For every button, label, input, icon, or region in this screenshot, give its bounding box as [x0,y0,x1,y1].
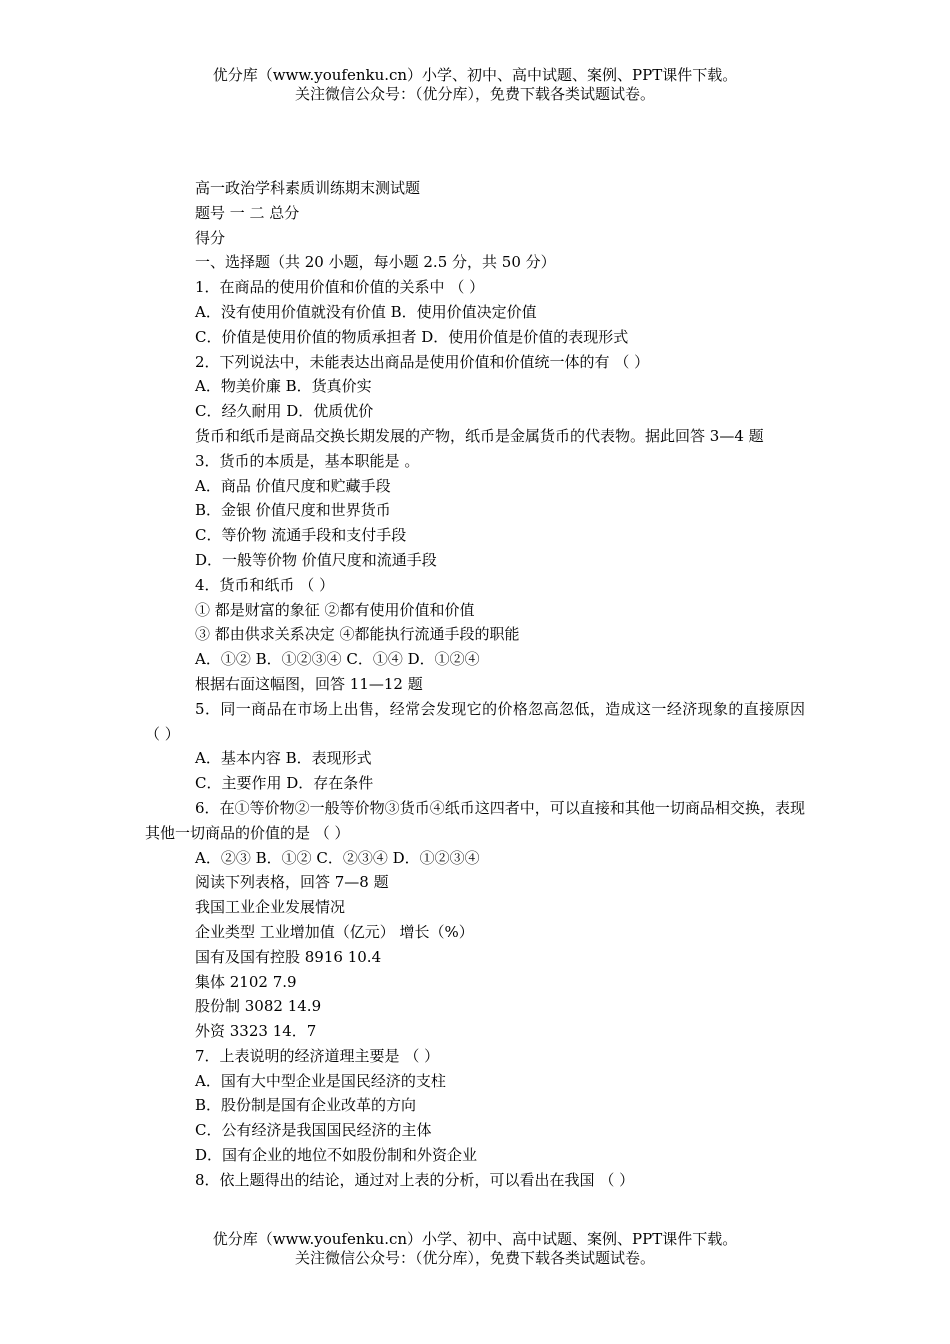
intro-questions-11-12: 根据右面这幅图，回答 11—12 题 [195,674,423,693]
intro-questions-3-4: 货币和纸币是商品交换长期发展的产物，纸币是金属货币的代表物。据此回答 3—4 题 [195,426,764,445]
question-4-statements-3-4: ③ 都由供求关系决定 ④都能执行流通手段的职能 [195,625,520,644]
footer-line-2: 关注微信公众号：（优分库），免费下载各类试题试卷。 [294,1249,655,1267]
question-8: 8．依上题得出的结论，通过对上表的分析，可以看出在我国 （ ） [195,1170,635,1189]
table-row: 外资 3323 14．7 [195,1022,317,1041]
question-1-options-ab: A．没有使用价值就没有价值 B．使用价值决定价值 [195,302,537,321]
question-3-option-d: D．一般等价物 价值尺度和流通手段 [195,550,437,569]
question-4-options: A．①② B．①②③④ C．①④ D．①②④ [195,650,480,669]
table-title: 我国工业企业发展情况 [195,898,346,917]
question-7-option-c: C．公有经济是我国国民经济的主体 [195,1121,432,1140]
question-5-options-ab: A．基本内容 B．表现形式 [195,749,372,768]
question-7-option-d: D．国有企业的地位不如股份制和外资企业 [195,1146,478,1165]
question-7-option-b: B．股份制是国有企业改革的方向 [195,1096,417,1115]
question-3-option-b: B．金银 价值尺度和世界货币 [195,501,391,520]
question-2: 2．下列说法中，未能表达出商品是使用价值和价值统一体的有 （ ） [195,352,650,371]
question-1-options-cd: C．价值是使用价值的物质承担者 D．使用价值是价值的表现形式 [195,327,629,346]
intro-questions-7-8: 阅读下列表格，回答 7—8 题 [195,873,389,892]
question-6: 6．在①等价物②一般等价物③货币④纸币这四者中，可以直接和其他一切商品相交换，表现其他一切商品的价值的是 （ ） [145,798,805,842]
score-table-label: 得分 [195,228,226,247]
question-3: 3．货币的本质是，基本职能是 。 [195,451,420,470]
footer-line-1: 优分库（www.youfenku.cn）小学、初中、高中试题、案例、PPT课件下载。 [212,1230,738,1248]
question-3-option-c: C．等价物 流通手段和支付手段 [195,526,407,545]
table-row: 国有及国有控股 8916 10.4 [195,947,382,966]
score-table-header: 题号 一 二 总分 [195,203,300,222]
question-4: 4．货币和纸币 （ ） [195,575,335,594]
page-footer [0,1230,950,1268]
question-2-options-ab: A．物美价廉 B．货真价实 [195,377,372,396]
question-1: 1．在商品的使用价值和价值的关系中 （ ） [195,278,485,297]
document-title: 高一政治学科素质训练期末测试题 [195,179,421,197]
document-body [145,176,805,1193]
page-header [0,66,950,104]
table-header: 企业类型 工业增加值（亿元） 增长（%） [195,922,474,941]
header-line-1: 优分库（www.youfenku.cn）小学、初中、高中试题、案例、PPT课件下载。 [212,66,738,84]
table-row: 股份制 3082 14.9 [195,997,322,1016]
question-6-options: A．②③ B．①② C．②③④ D．①②③④ [195,848,480,867]
question-7: 7．上表说明的经济道理主要是 （ ） [195,1046,440,1065]
question-4-statements-1-2: ① 都是财富的象征 ②都有使用价值和价值 [195,600,475,619]
question-2-options-cd: C．经久耐用 D．优质优价 [195,402,374,421]
section-heading: 一、选择题（共 20 小题，每小题 2.5 分，共 50 分） [195,253,556,272]
question-5: 5．同一商品在市场上出售，经常会发现它的价格忽高忽低，造成这一经济现象的直接原因 （ ） [145,699,805,743]
header-line-2: 关注微信公众号：（优分库），免费下载各类试题试卷。 [294,85,655,103]
question-3-option-a: A．商品 价值尺度和贮藏手段 [195,476,391,495]
question-5-options-cd: C．主要作用 D．存在条件 [195,774,374,793]
question-7-option-a: A．国有大中型企业是国民经济的支柱 [195,1071,446,1090]
table-row: 集体 2102 7.9 [195,972,297,991]
